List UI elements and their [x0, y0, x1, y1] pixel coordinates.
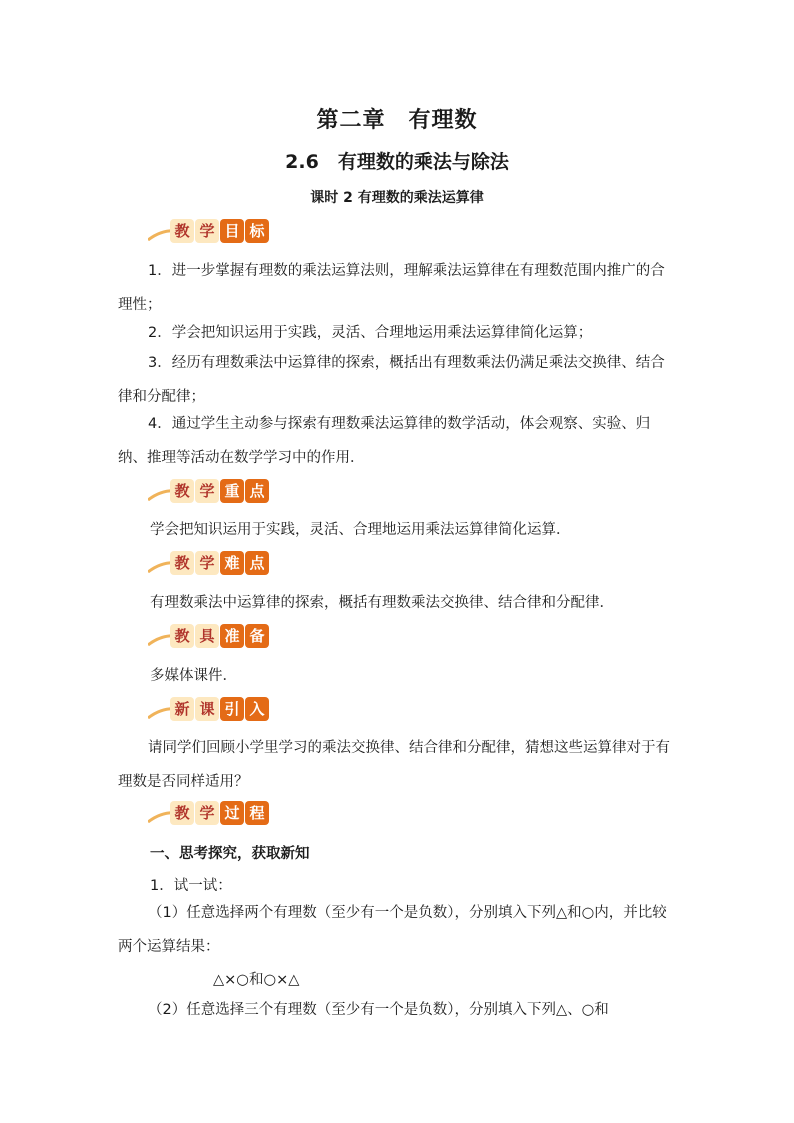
objective-3: 3．经历有理数乘法中运算律的探索，概括出有理数乘法仍满足乘法交换律、结合律和分配律；: [118, 355, 665, 405]
badge-char: 重: [220, 479, 244, 503]
process-item-1: 1．试一试：: [150, 878, 232, 894]
section-title: 2.6 有理数的乘法与除法: [285, 151, 509, 173]
lesson-title: 课时 2 有理数的乘法运算律: [310, 190, 484, 206]
difficulty-text: 有理数乘法中运算律的探索，概括有理数乘法交换律、结合律和分配律．: [150, 595, 614, 611]
badge-char: 点: [245, 479, 269, 503]
chapter-title: 第二章 有理数: [316, 108, 478, 133]
objective-4: 4．通过学生主动参与探索有理数乘法运算律的数学活动，体会观察、实验、归纳、推理等活动在数学学习中的作用．: [118, 416, 651, 466]
badge-char: 具: [195, 624, 219, 648]
badge-char: 目: [220, 219, 244, 243]
badge-char: 备: [245, 624, 269, 648]
badge-char: 学: [195, 479, 219, 503]
badge-char: 点: [245, 551, 269, 575]
process-sub-2: （2）任意选择三个有理数（至少有一个是负数），分别填入下列△、○和: [148, 1002, 609, 1018]
badge-char: 教: [170, 219, 194, 243]
badge-intro: [148, 697, 265, 723]
badge-char: 学: [195, 551, 219, 575]
badge-objectives: [148, 219, 265, 245]
key-point-text: 学会把知识运用于实践，灵活、合理地运用乘法运算律简化运算．: [150, 522, 571, 538]
badge-char: 课: [195, 697, 219, 721]
process-heading: 一、思考探究，获取新知: [150, 846, 310, 862]
badge-char: 标: [245, 219, 269, 243]
tools-text: 多媒体课件．: [150, 668, 237, 684]
badge-char: 程: [245, 801, 269, 825]
badge-char: 教: [170, 624, 194, 648]
badge-char: 准: [220, 624, 244, 648]
process-sub-1: （1）任意选择两个有理数（至少有一个是负数），分别填入下列△和○内，并比较两个运算结果：: [118, 905, 667, 955]
badge-char: 过: [220, 801, 244, 825]
badge-key-points: [148, 479, 265, 505]
badge-process: [148, 801, 265, 827]
objective-1: 1．进一步掌握有理数的乘法运算法则，理解乘法运算律在有理数范围内推广的合理性；: [118, 263, 665, 313]
intro-text: 请同学们回顾小学里学习的乘法交换律、结合律和分配律，猜想这些运算律对于有理数是否同样适用？: [118, 740, 670, 790]
badge-char: 教: [170, 801, 194, 825]
badge-difficulties: [148, 551, 265, 577]
badge-char: 新: [170, 697, 194, 721]
badge-char: 学: [195, 219, 219, 243]
formula-1: △×○和○×△: [213, 972, 300, 988]
badge-char: 教: [170, 479, 194, 503]
badge-char: 引: [220, 697, 244, 721]
objective-2: 2．学会把知识运用于实践，灵活、合理地运用乘法运算律简化运算；: [148, 325, 593, 341]
badge-char: 学: [195, 801, 219, 825]
badge-char: 难: [220, 551, 244, 575]
badge-char: 教: [170, 551, 194, 575]
badge-tools: [148, 624, 265, 650]
badge-char: 入: [245, 697, 269, 721]
